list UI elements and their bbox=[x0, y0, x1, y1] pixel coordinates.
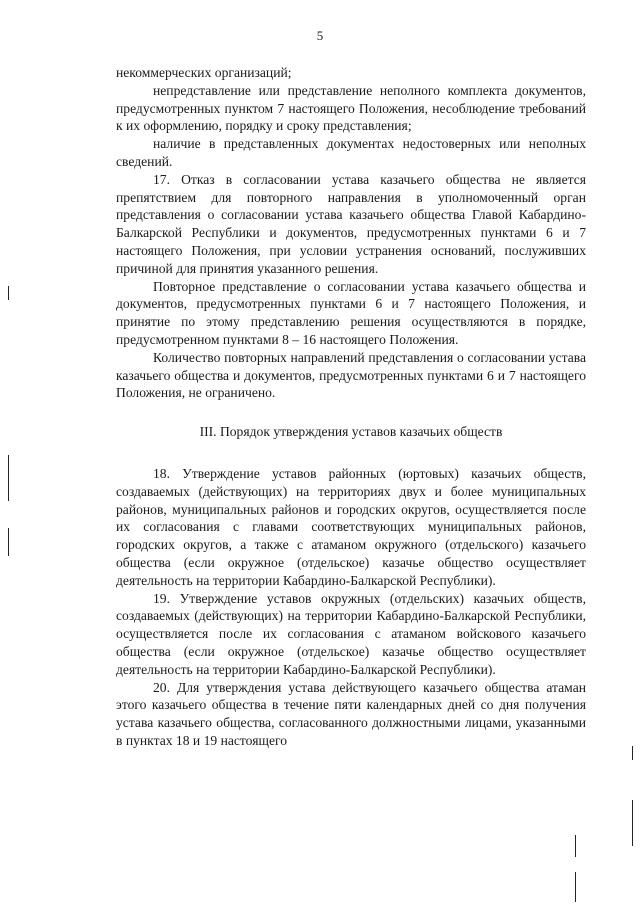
paragraph-repeat-count: Количество повторных направлений представления о согласовании устава казачьего общества и документов, предусмотренных пунктами 6 и 7 настоящего Положения, не ограничено. bbox=[116, 349, 586, 401]
paragraph-17: 17. Отказ в согласовании устава казачьего общества не является препятствием для повторного направления в уполномоченный орган представления о согласовании устава казачьего общества Главой Кабардино-Балкарской Республики и документов, предусмотренных пунктами 6 и 7 настоящего Положения, при условии устранения оснований, послуживших причиной для принятия указанного решения. bbox=[116, 171, 586, 276]
scan-mark-right-1 bbox=[632, 746, 633, 760]
scan-mark-right-4 bbox=[575, 872, 576, 902]
scan-mark-left-2 bbox=[8, 455, 9, 501]
section-heading-iii: III. Порядок утверждения уставов казачьих обществ bbox=[199, 424, 503, 440]
paragraph-19: 19. Утверждение уставов окружных (отдельских) казачьих обществ, создаваемых (действующих) на территории Кабардино-Балкарской Республики, осуществляется после их согласования с атаманом войскового казачьего общества (если окружное (отдельское) казачье общество осуществляет деятельность на территории Кабардино-Балкарской Республики). bbox=[116, 590, 586, 677]
page-number: 5 bbox=[316, 28, 324, 43]
document-body bbox=[116, 64, 586, 750]
paragraph-noncommercial: некоммерческих организаций; bbox=[116, 65, 292, 80]
paragraph-18: 18. Утверждение уставов районных (юртовых) казачьих обществ, создаваемых (действующих) на территориях двух и более муниципальных районов, муниципальных районов и городских округов, осуществляется после их согласования с главами соответствующих муниципальных районов, городских округов, а также с атаманом окружного (отдельского) казачьего общества (если окружное (отдельское) казачье общество осуществляет деятельность на территории Кабардино-Балкарской Республики). bbox=[116, 465, 586, 588]
scan-mark-right-2 bbox=[632, 800, 633, 846]
paragraph-non-submission: непредставление или представление неполного комплекта документов, предусмотренных пунктом 7 настоящего Положения, несоблюдение требований к их оформлению, порядку и сроку представления; bbox=[116, 82, 586, 134]
paragraph-20: 20. Для утверждения устава действующего казачьего общества атаман этого казачьего общества в течение пяти календарных дней со дня получения устава казачьего общества, согласованного должностными лицами, указанными в пунктах 18 и 19 настоящего bbox=[116, 679, 586, 748]
scan-mark-right-3 bbox=[575, 835, 576, 857]
paragraph-unreliable-info: наличие в представленных документах недостоверных или неполных сведений. bbox=[116, 136, 586, 169]
scan-mark-left-1 bbox=[8, 286, 9, 300]
scan-mark-left-3 bbox=[8, 528, 9, 556]
paragraph-repeat-submission: Повторное представление о согласовании устава казачьего общества и документов, предусмотренных пунктами 6 и 7 настоящего Положения, и принятие по этому представлению решения осуществляются в порядке, предусмотренном пунктами 8 – 16 настоящего Положения. bbox=[116, 278, 586, 347]
